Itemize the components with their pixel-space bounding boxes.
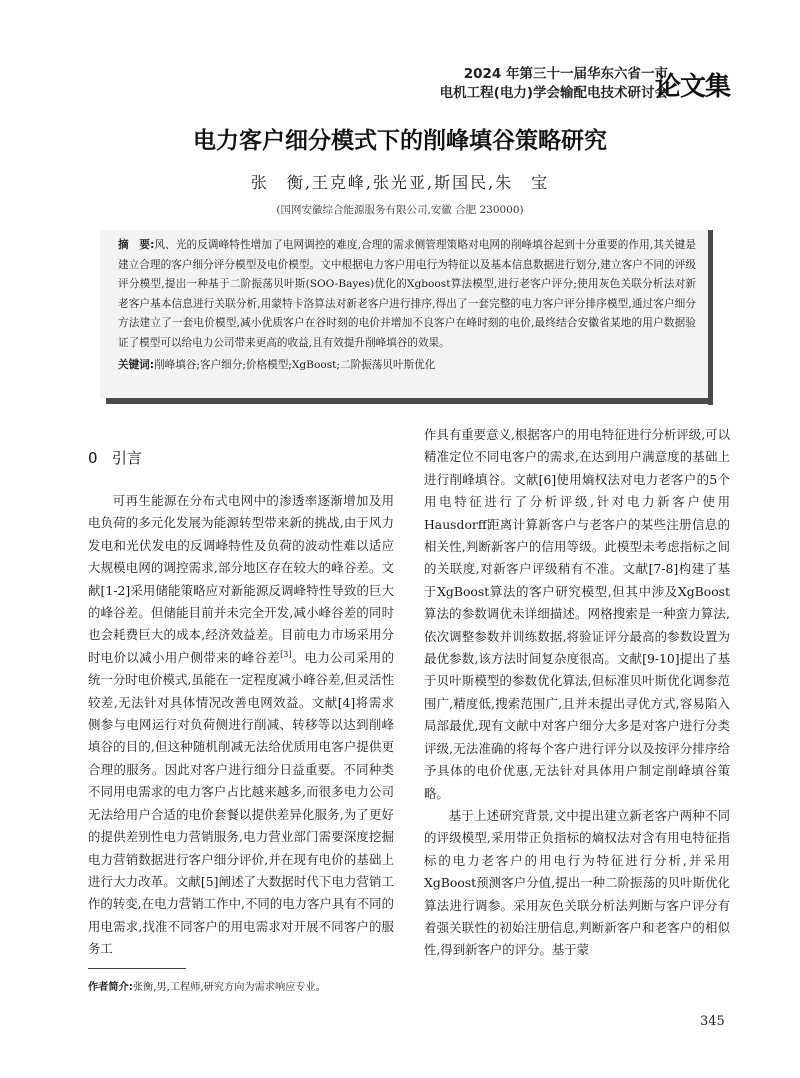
footnote-rule (88, 968, 186, 969)
body-text: 。电力公司采用的统一分时电价模式,虽能在一定程度减小峰谷差,但灵活性较差,无法针对具体情况改善电网效益。文献[4]将需求侧参与电网运行对负荷侧进行削减、转移等以达到削峰填谷的目的,但这种随机削减无法给优质用电客户提供更合理的服务。因此对客户进行细分日益重要。不同种类不同用电需求的电力客户占比越来越多,而很多电力公司无法给用户合适的电价套餐以提供差异化服务,为了更好的提供差别性电力营销服务,电力营业部门需要深度挖掘电力营销数据进行客户细分评价,并在现有电价的基础上进行大力改革。文献[5]阐述了大数据时代下电力营销工作的转变,在电力营销工作中,不同的电力客户具有不同的用电需求,找准不同客户的用电需求对开展不同客户的服务工 (88, 649, 395, 957)
page-number: 345 (700, 1014, 725, 1029)
body-text: 可再生能源在分布式电网中的渗透率逐渐增加及用电负荷的多元化发展为能源转型带来新的挑战,由于风力发电和光伏发电的反调峰特性及负荷的波动性难以适应大规模电网的调控需求,部分地区存在较大的峰谷差。文献[1-2]采用储能策略应对新能源反调峰特性导致的巨大的峰谷差。但储能目前并未完全开发,减小峰谷差的同时也会耗费巨大的成本,经济效益差。目前电力市场采用分时电价以减小用户侧带来的峰谷差 (88, 493, 394, 665)
keywords (118, 356, 696, 376)
paper-title: 电力客户细分模式下的削峰填谷策略研究 (193, 128, 607, 154)
abstract-paragraph (118, 236, 696, 354)
paper-affiliation: (国网安徽综合能源服务有限公司,安徽 合肥 230000) (276, 204, 524, 216)
proceedings-header-lines (440, 65, 668, 103)
keywords-label: 关键词: (118, 358, 155, 371)
body-paragraph: 基于上述研究背景,文中提出建立新老客户两种不同的评级模型,采用带正负指标的熵权法对含有用电特征指标的电力老客户的用电行为特征进行分析,并采用XgBoost预测客户分值,提出一种二阶振荡的贝叶斯优化算法进行调参。采用灰色关联分析法判断与客户评分有着强关联性的初始注册信息,判断新客户和老客户的相似性,得到新客户的评分。基于蒙 (424, 807, 730, 958)
header-line-1: 2024 年第三十一届华东六省一市 (463, 66, 668, 82)
footnote-text: 张衡,男,工程师,研究方向为需求响应专业。 (132, 982, 326, 993)
section-title: 引言 (111, 449, 142, 467)
left-column (88, 490, 394, 961)
section-number: 0 (88, 449, 98, 467)
abstract-box-shadow-bottom (106, 398, 713, 404)
body-paragraph: 作具有重要意义,根据客户的用电特征进行分析评级,可以精准定位不同电客户的需求,在达到用户满意度的基础上进行削峰填谷。文献[6]使用熵权法对电力老客户的5个用电特征进行了分析评级,针对电力新客户使用Hausdorff距离计算新客户与老客户的某些注册信息的相关性,判断新客户的信用等级。此模型未考虑指标之间的关联度,对新客户评级稍有不准。文献[7-8]构建了基于XgBoost算法的客户研究模型,但其中涉及XgBoost算法的参数调优未详细描述。网格搜索是一种蛮力算法,依次调整参数并训练数据,将验证评分最高的参数设置为最优参数,该方法时间复杂度很高。文献[9-10]提出了基于贝叶斯模型的参数优化算法,但标准贝叶斯优化调参范围广,精度低,搜索范围广,且并未提出寻优方式,容易陷入局部最优,现有文献中对客户细分大多是对客户进行分类评级,无法准确的将每个客户进行评分以及按评分排序给予具体的电价优惠,无法针对具体用户制定削峰填谷策略。 (424, 427, 730, 801)
body-paragraph (88, 490, 394, 961)
header-badge: 论文集 (654, 72, 730, 102)
proceedings-header (310, 62, 730, 108)
section-heading (88, 447, 142, 468)
abstract (118, 236, 696, 375)
abstract-label: 摘 要: (118, 239, 155, 251)
citation: [3] (280, 649, 292, 659)
footnote (88, 978, 326, 993)
abstract-text: 风、光的反调峰特性增加了电网调控的难度,合理的需求侧管理策略对电网的削峰填谷起到十分重要的作用,其关键是建立合理的客户细分评分模型及电价模型。文中根据电力客户用电行为特征以及基本信息数据进行划分,建立客户不同的评级评分模型,提出一种基于二阶振荡贝叶斯(SOO-Bayes)优化的Xgboost算法模型,进行老客户评分;使用灰色关联分析法对新老客户基本信息进行关联分析,用蒙特卡洛算法对新老客户进行排序,得出了一套完整的电力客户评分排序模型,通过客户细分方法建立了一套电价模型,减小优质客户在谷时刻的电价并增加不良客户在峰时刻的电价,最终结合安徽省某地的用户数据验证了模型可以给电力公司带来更高的收益,且有效提升削峰填谷的效果。 (118, 239, 696, 349)
keywords-text: 削峰填谷;客户细分;价格模型;XgBoost;二阶振荡贝叶斯优化 (154, 358, 436, 371)
paper-authors: 张 衡,王克峰,张光亚,斯国民,朱 宝 (250, 173, 550, 192)
footnote-label: 作者简介: (88, 982, 133, 993)
right-column (424, 424, 730, 962)
header-line-2: 电机工程(电力)学会输配电技术研讨会 (439, 85, 668, 101)
abstract-box-shadow-right (708, 230, 713, 405)
